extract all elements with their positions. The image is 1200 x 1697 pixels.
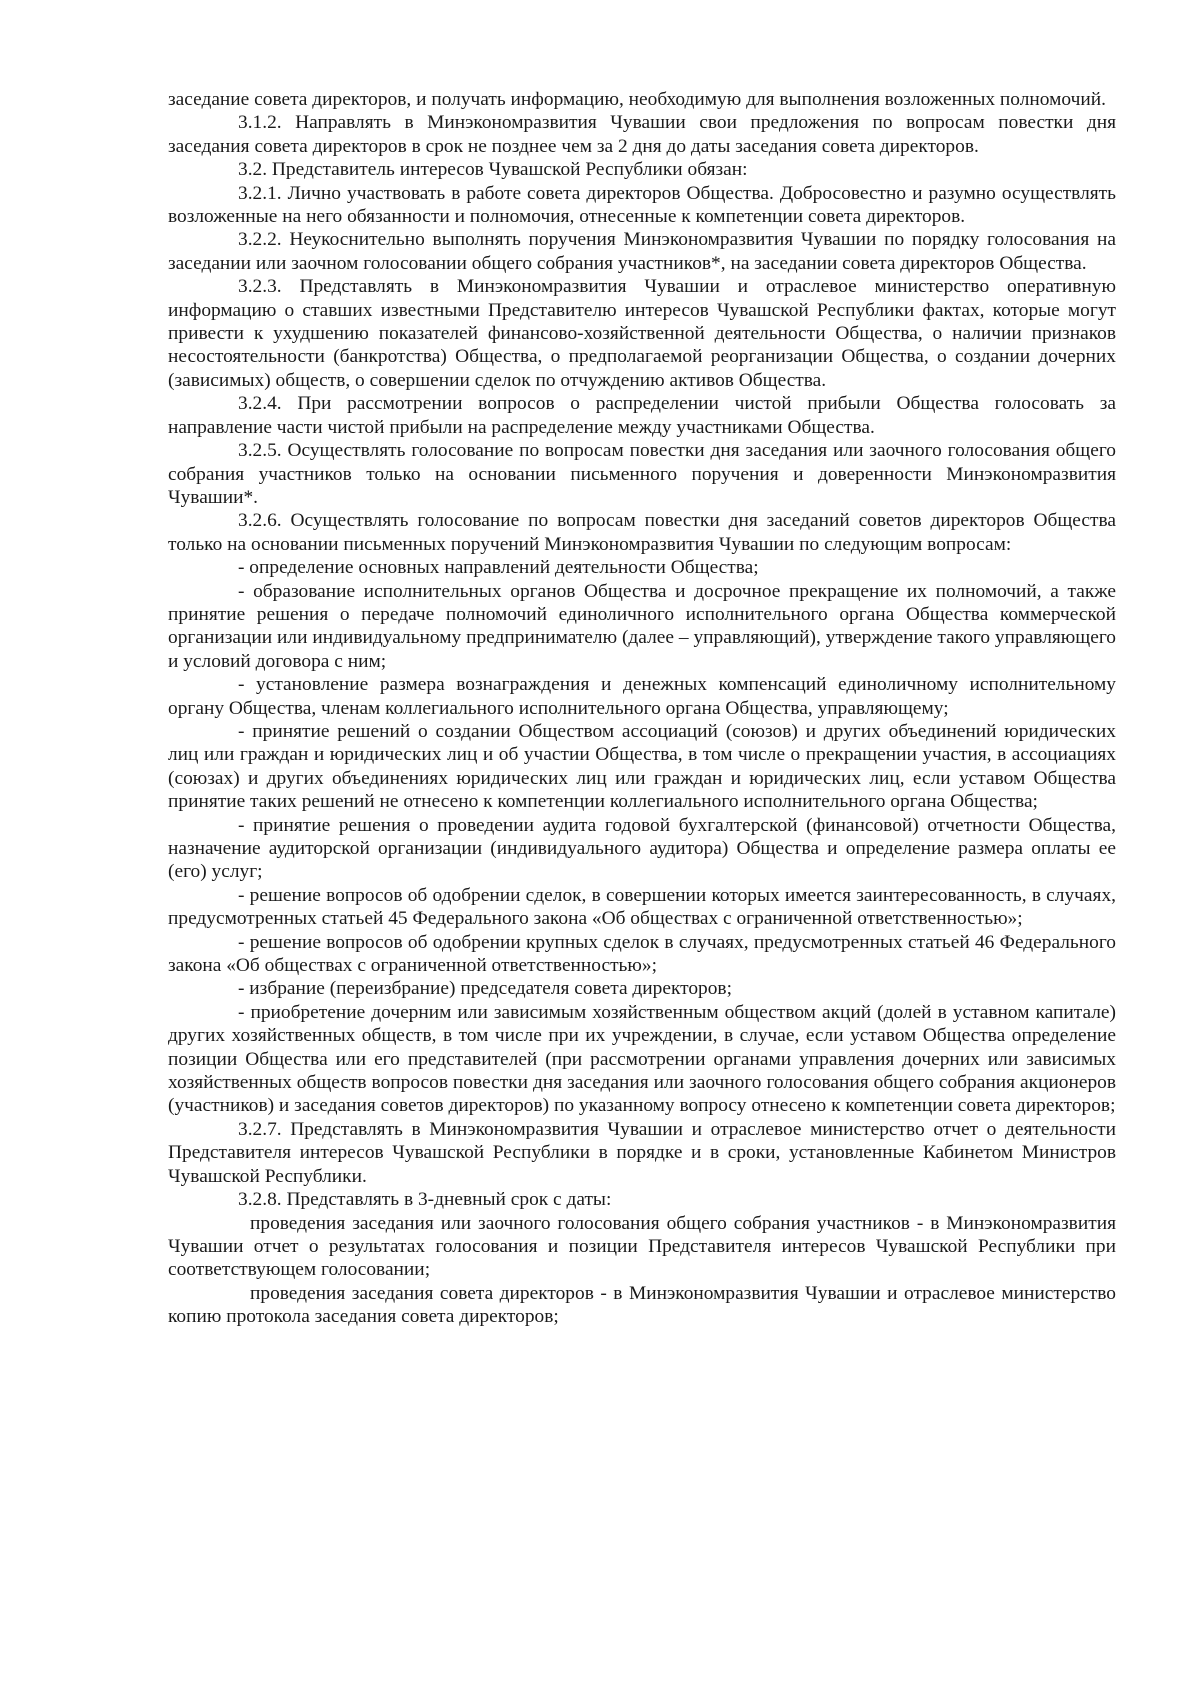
list-item: - принятие решения о проведении аудита годовой бухгалтерской (финансовой) отчетности Общества, назначение аудиторской организации (индивидуального аудитора) Общества и определение размера оплаты ее (его) услуг; (168, 814, 1116, 883)
paragraph: 3.2.3. Представлять в Минэкономразвития Чувашии и отраслевое министерство оперативную информацию о ставших известными Представителю интересов Чувашской Республики фактах, которые могут привести к ухудшению показателей финансово-хозяйственной деятельности Общества, о наличии признаков несостоятельности (банкротства) Общества, о предполагаемой реорганизации Общества, о создании дочерних (зависимых) обществ, о совершении сделок по отчуждению активов Общества. (168, 276, 1116, 391)
paragraph: 3.2.2. Неукоснительно выполнять поручения Минэкономразвития Чувашии по порядку голосования на заседании или заочном голосовании общего собрания участников*, на заседании совета директоров Общества. (168, 229, 1116, 274)
list-item: - принятие решений о создании Обществом ассоциаций (союзов) и других объединений юридических лиц или граждан и юридических лиц и об участии Общества, в том числе о прекращении участия, в ассоциациях (союзах) и других объединениях юридических лиц или граждан и юридических лиц, если уставом Общества принятие таких решений не отнесено к компетенции коллегиального исполнительного органа Общества; (168, 720, 1116, 813)
list-item: - приобретение дочерним или зависимым хозяйственным обществом акций (долей в уставном капитале) других хозяйственных обществ, в том числе при их учреждении, в случае, если уставом Общества определение позиции Общества или его представителей (при рассмотрении органами управления дочерних или зависимых хозяйственных обществ вопросов повестки дня заседания или заочного голосования общего собрания акционеров (участников) и заседания советов директоров) по указанному вопросу отнесено к компетенции совета директоров; (168, 1001, 1116, 1117)
paragraph: заседание совета директоров, и получать информацию, необходимую для выполнения возложенных полномочий. (168, 89, 1106, 110)
paragraph: 3.2.6. Осуществлять голосование по вопросам повестки дня заседаний советов директоров Общества только на основании письменных поручений Минэкономразвития Чувашии по следующим вопросам: (168, 510, 1116, 555)
document-body (168, 88, 1116, 1329)
list-item: - решение вопросов об одобрении сделок, в совершении которых имеется заинтересованность, в случаях, предусмотренных статьей 45 Федерального закона «Об обществах с ограниченной ответственностью»; (168, 884, 1116, 930)
list-item: - избрание (переизбрание) председателя совета директоров; (238, 978, 732, 1000)
paragraph: 3.2. Представитель интересов Чувашской Республики обязан: (238, 159, 748, 181)
paragraph: 3.2.7. Представлять в Минэкономразвития Чувашии и отраслевое министерство отчет о деятельности Представителя интересов Чувашской Республики в порядке и в сроки, установленные Кабинетом Министров Чувашской Республики. (168, 1118, 1116, 1187)
paragraph: 3.2.1. Лично участвовать в работе совета директоров Общества. Добросовестно и разумно осуществлять возложенные на него обязанности и полномочия, отнесенные к компетенции совета директоров. (168, 182, 1116, 228)
paragraph: проведения заседания или заочного голосования общего собрания участников - в Минэкономразвития Чувашии отчет о результатах голосования и позиции Представителя интересов Чувашской Республики при соответствующем голосовании; (168, 1212, 1116, 1281)
paragraph: 3.2.8. Представлять в 3-дневный срок с даты: (238, 1189, 612, 1211)
paragraph: 3.2.4. При рассмотрении вопросов о распределении чистой прибыли Общества голосовать за направление части чистой прибыли на распределение между участниками Общества. (168, 393, 1116, 438)
paragraph: проведения заседания совета директоров - в Минэкономразвития Чувашии и отраслевое министерство копию протокола заседания совета директоров; (168, 1282, 1116, 1328)
list-item: - установление размера вознаграждения и денежных компенсаций единоличному исполнительному органу Общества, членам коллегиального исполнительного органа Общества, управляющему; (168, 674, 1116, 719)
list-item: - образование исполнительных органов Общества и досрочное прекращение их полномочий, а также принятие решения о передаче полномочий единоличного исполнительного органа Общества коммерческой организации или индивидуальному предпринимателю (далее – управляющий), утверждение такого управляющего и условий договора с ним; (168, 580, 1116, 672)
paragraph: 3.2.5. Осуществлять голосование по вопросам повестки дня заседания или заочного голосования общего собрания участников только на основании письменного поручения и доверенности Минэкономразвития Чувашии*. (168, 440, 1116, 508)
list-item: - решение вопросов об одобрении крупных сделок в случаях, предусмотренных статьей 46 Федерального закона «Об обществах с ограниченной ответственностью»; (168, 931, 1116, 977)
list-item: - определение основных направлений деятельности Общества; (238, 557, 759, 579)
paragraph: 3.1.2. Направлять в Минэкономразвития Чувашии свои предложения по вопросам повестки дня заседания совета директоров в срок не позднее чем за 2 дня до даты заседания совета директоров. (168, 112, 1116, 157)
